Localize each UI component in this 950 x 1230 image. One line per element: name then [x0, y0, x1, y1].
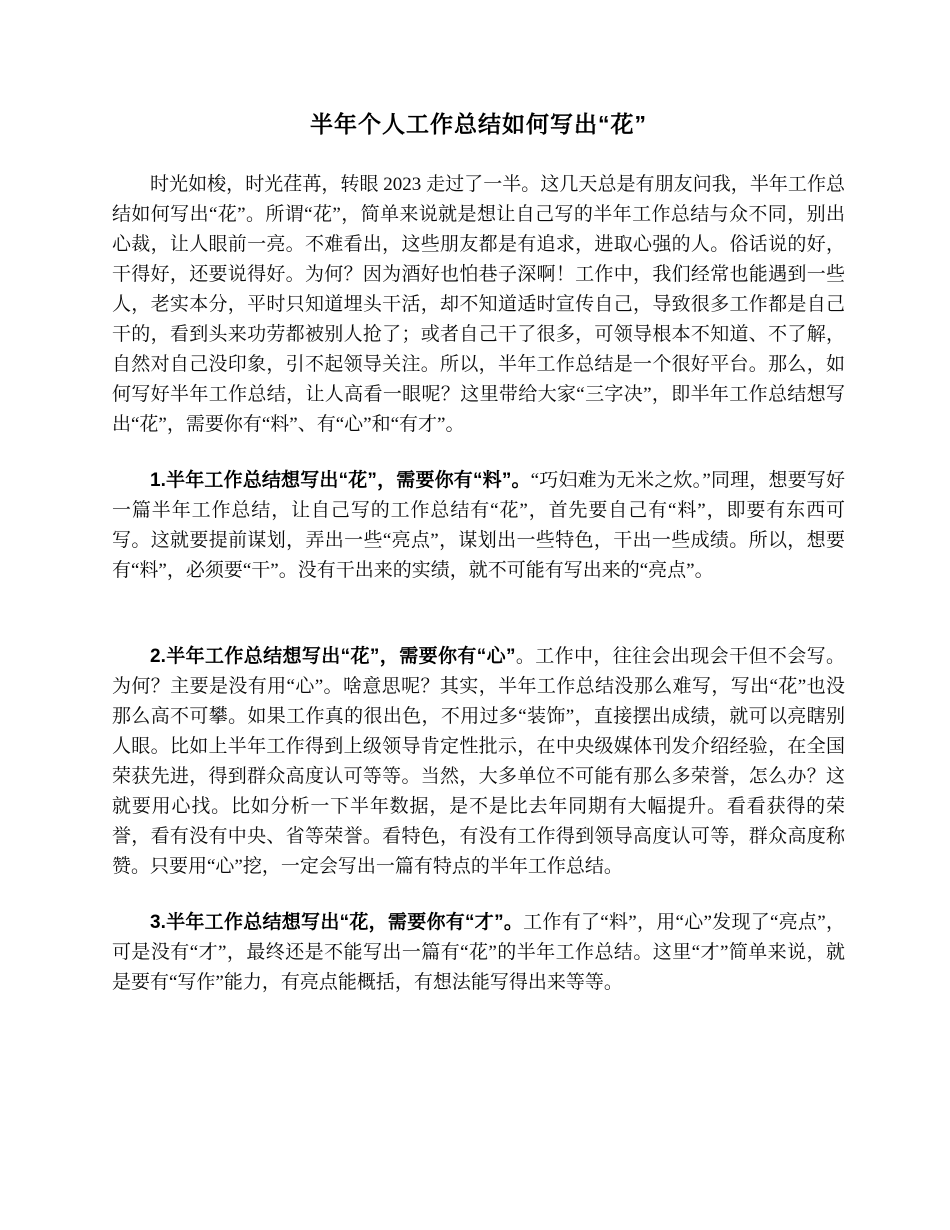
document-content: [112, 108, 845, 1024]
section-3-body: 工作有了“料”，用“心”发现了“亮点”，可是没有“才”，最终还是不能写出一篇有“花”的半年工作总结。这里“才”简单来说，就是要有“写作”能力，有亮点能概括，有想法能写得出来等等。: [112, 912, 845, 993]
section-3-paragraph: [112, 908, 845, 998]
section-3-heading: 3.半年工作总结想写出“花，需要你有“才”。: [150, 912, 524, 933]
section-1-heading: 1.半年工作总结想写出“花”，需要你有“料”。: [150, 470, 531, 491]
section-1-paragraph: [112, 466, 845, 586]
section-2-paragraph: [112, 642, 845, 882]
section-1-body: “巧妇难为无米之炊。”同理，想要写好一篇半年工作总结，让自己写的工作总结有“花”，首先要自己有“料”，即要有东西可写。这就要提前谋划，弄出一些“亮点”，谋划出一些特色，干出一些成绩。所以，想要有“料”，必须要“干”。没有干出来的实绩，就不可能有写出来的“亮点”。: [112, 470, 845, 581]
empty-line-spacer: [112, 612, 845, 642]
section-2-heading: 2.半年工作总结想写出“花”，需要你有“心”: [150, 646, 516, 667]
document-title: 半年个人工作总结如何写出“花”: [310, 111, 647, 137]
intro-paragraph: [112, 170, 845, 440]
intro-paragraph-text: 时光如梭，时光荏苒，转眼 2023 走过了一半。这几天总是有朋友问我，半年工作总结如何写出“花”。所谓“花”，简单来说就是想让自己写的半年工作总结与众不同，别出心裁，让人眼前一亮。不难看出，这些朋友都是有追求，进取心强的人。俗话说的好，干得好，还要说得好。为何？因为酒好也怕巷子深啊！工作中，我们经常也能遇到一些人，老实本分，平时只知道埋头干活，却不知道适时宣传自己，导致很多工作都是自己干的，看到头来功劳都被别人抢了；或者自己干了很多，可领导根本不知道、不了解，自然对自己没印象，引不起领导关注。所以，半年工作总结是一个很好平台。那么，如何写好半年工作总结，让人高看一眼呢？这里带给大家“三字决”，即半年工作总结想写出“花”，需要你有“料”、有“心”和“有才”。: [112, 174, 845, 435]
section-2-body: 。工作中，往往会出现会干但不会写。为何？主要是没有用“心”。啥意思呢？其实，半年工作总结没那么难写，写出“花”也没那么高不可攀。如果工作真的很出色，不用过多“装饰”，直接摆出成绩，就可以亮瞎别人眼。比如上半年工作得到上级领导肯定性批示，在中央级媒体刊发介绍经验，在全国荣获先进，得到群众高度认可等等。当然，大多单位不可能有那么多荣誉，怎么办？这就要用心找。比如分析一下半年数据，是不是比去年同期有大幅提升。看看获得的荣誉，看有没有中央、省等荣誉。看特色，有没有工作得到领导高度认可等，群众高度称赞。只要用“心”挖，一定会写出一篇有特点的半年工作总结。: [112, 646, 845, 877]
